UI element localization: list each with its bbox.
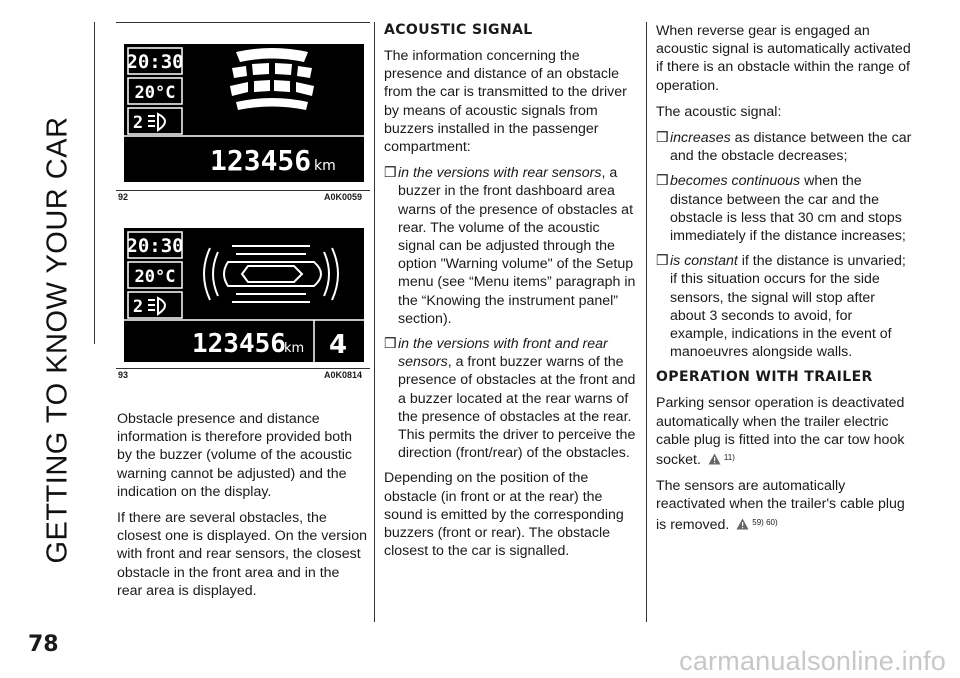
gear-indicator: 4 xyxy=(328,330,348,360)
checkbox-bullet-icon: ❒ xyxy=(384,165,397,182)
section-heading: OPERATION WITH TRAILER xyxy=(656,369,873,386)
side-rule xyxy=(94,22,95,344)
checkbox-bullet-icon: ❒ xyxy=(656,173,669,190)
checkbox-bullet-icon: ❒ xyxy=(656,130,669,147)
figure-number: 93 xyxy=(118,370,129,380)
paragraph: Parking sensor operation is deactivated automatically when the trailer electric cable plug is fitted into the car tow hook socket. $^{11)}$ xyxy=(656,395,905,469)
left-column-text xyxy=(117,410,367,608)
list-item: ❒ increases as distance between the car and the obstacle decreases; xyxy=(656,130,912,165)
warning-icon xyxy=(736,518,749,530)
paragraph: If there are several obstacles, the closest one is displayed. On the version with front and rear sensors, the closest obstacle in the front area and in the rear area is displayed. xyxy=(117,510,367,599)
headlight-level: 2 xyxy=(132,113,144,133)
parking-sensor-display xyxy=(124,228,364,362)
odometer-unit: km xyxy=(314,158,336,174)
figure-number: 92 xyxy=(118,192,129,202)
watermark: carmanualsonline.info xyxy=(679,646,946,676)
list-item: ❒ is constant if the distance is unvaried; if this situation occurs for the side sensors, the signal will stop after about 3 seconds to avoid, for example, indications in the event of manoeuvres alongside walls. xyxy=(656,253,906,361)
paragraph: The information concerning the presence and distance of an obstacle from the car is transmitted to the driver by means of acoustic signals from buzzers installed in the passenger compartment: xyxy=(384,48,627,156)
paragraph: When reverse gear is engaged an acoustic signal is automatically activated if there is an obstacle within the range of operation. xyxy=(656,23,911,94)
paragraph: The sensors are automatically reactivated when the trailer's cable plug is removed. $^{59) 60)}$ xyxy=(656,478,905,533)
column-divider xyxy=(646,22,647,622)
page-number: 78 xyxy=(28,632,59,657)
odometer-value: 123456 xyxy=(192,329,286,359)
paragraph: Depending on the position of the obstacle (in front or at the rear) the sound is emitted by the corresponding buzzers (front or rear). The obstacle closest to the car is signalled. xyxy=(384,470,624,560)
caution-reference: 59) 60) xyxy=(752,517,778,527)
rear-sensor-arcs-icon xyxy=(230,48,314,110)
paragraph: Obstacle presence and distance information is therefore provided both by the buzzer (volume of the acoustic warning cannot be adjusted) and the indication on the display. xyxy=(117,411,353,500)
odometer-unit: km xyxy=(284,341,305,356)
parking-sensor-display xyxy=(124,44,364,182)
warning-reference: 11) xyxy=(723,453,735,463)
figure-code: A0K0814 xyxy=(323,370,362,380)
list-item: ❒ becomes continuous when the distance between the car and the obstacle is less that 30 cm and stops immediately if the distance increases; xyxy=(656,173,906,245)
paragraph: The acoustic signal: xyxy=(656,103,782,120)
column-divider xyxy=(374,22,375,622)
section-heading: ACOUSTIC SIGNAL xyxy=(384,22,533,38)
car-top-view-icon xyxy=(204,246,338,302)
clock-time: 20:30 xyxy=(126,235,184,257)
odometer-value: 123456 xyxy=(210,144,312,177)
checkbox-bullet-icon: ❒ xyxy=(656,253,669,270)
warning-icon xyxy=(708,453,721,465)
headlight-level: 2 xyxy=(132,297,144,317)
list-item: ❒ in the versions with rear sensors, a buzzer in the front dashboard area warns of the presence of obstacles at rear. The volume of the acoustic signal can be adjusted through the option "Warning volume" of the Setup menu (see “Menu items” paragraph in the “Knowing the instrument panel” section). xyxy=(384,165,636,327)
figure-code: A0K0059 xyxy=(323,192,362,202)
list-item: ❒ in the versions with front and rear sensors, a front buzzer warns of the presence of obstacles at the front and a buzzer located at the rear warns of the presence of obstacles at the rear. This permits the driver to perceive the direction (front/rear) of the obstacles. xyxy=(384,336,636,462)
middle-column-text xyxy=(384,22,640,568)
figure-92 xyxy=(116,22,370,202)
side-section-title: GETTING TO KNOW YOUR CAR xyxy=(41,116,74,564)
clock-time: 20:30 xyxy=(126,51,184,73)
right-column-text xyxy=(656,22,912,542)
outside-temperature: 20°C xyxy=(134,83,176,103)
checkbox-bullet-icon: ❒ xyxy=(384,336,397,353)
outside-temperature: 20°C xyxy=(134,267,176,287)
figure-93 xyxy=(116,212,370,382)
